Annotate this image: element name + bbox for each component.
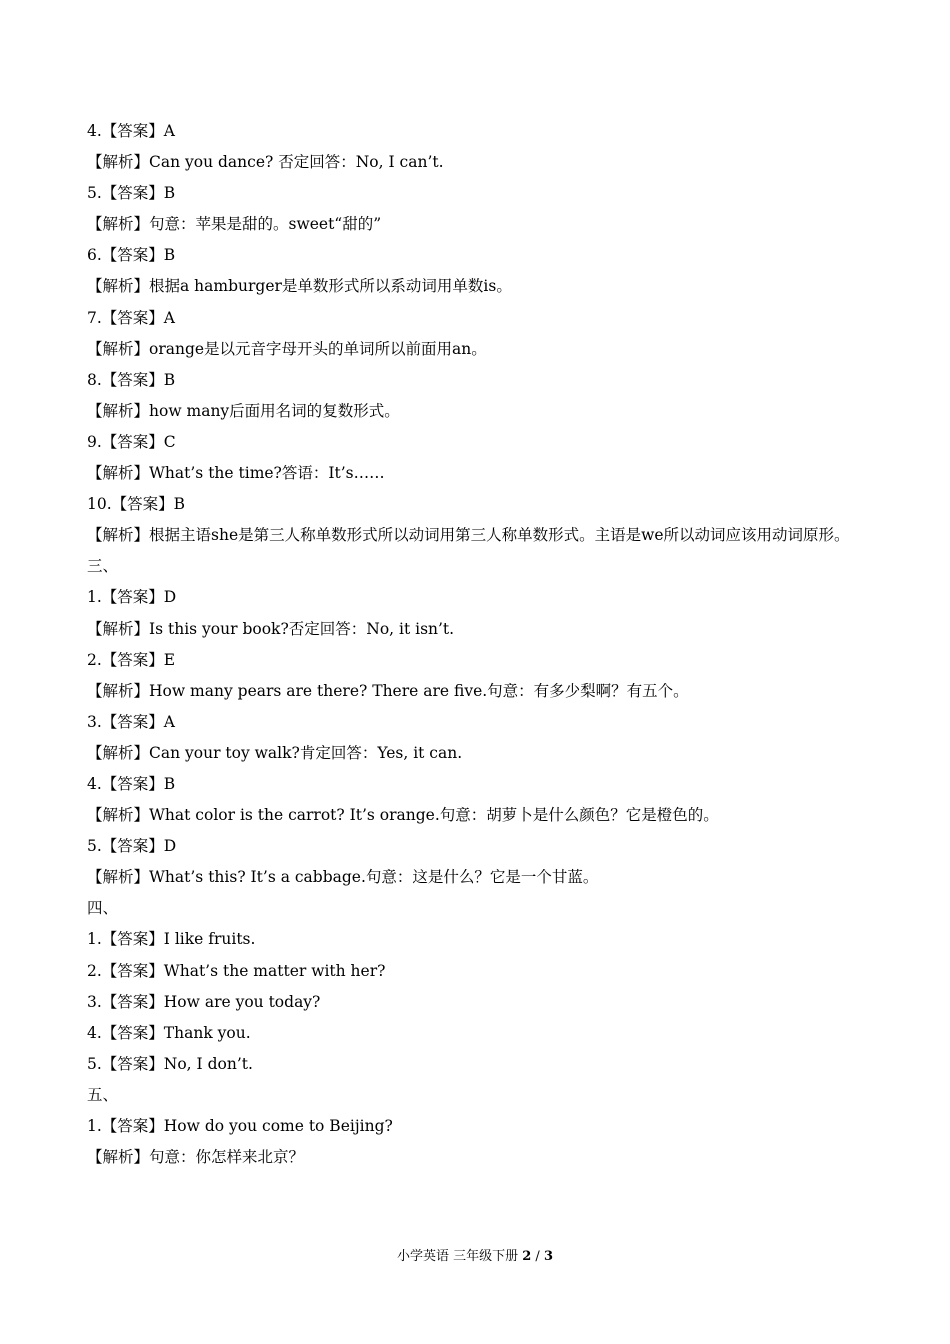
footer-separator: / — [531, 1249, 544, 1264]
explanation-line: 【解析】根据主语she是第三人称单数形式所以动词用第三人称单数形式。主语是we所以动词应该用动词原形。 — [87, 526, 850, 545]
answer-line: 1.【答案】How do you come to Beijing? — [87, 1117, 393, 1135]
answer-line: 4.【答案】B — [87, 774, 176, 793]
footer-page-total: 3 — [543, 1249, 553, 1264]
answer-line: 10.【答案】B — [87, 495, 186, 514]
answer-line: 2.【答案】What’s the matter with her? — [87, 961, 386, 980]
answer-line: 3.【答案】How are you today? — [87, 992, 321, 1011]
answer-line: 1.【答案】D — [87, 588, 177, 607]
answer-line: 1.【答案】I like fruits. — [87, 930, 256, 949]
answer-line: 5.【答案】B — [87, 184, 176, 203]
answer-line: 6.【答案】B — [87, 246, 176, 265]
explanation-line: 【解析】How many pears are there? There are five.句意：有多少梨啊？有五个。 — [87, 681, 689, 700]
section-heading: 三、 — [87, 557, 119, 576]
explanation-line: 【解析】Can your toy walk?肯定回答：Yes, it can. — [87, 743, 463, 762]
answer-line: 4.【答案】A — [87, 122, 175, 140]
document-body — [87, 116, 877, 1173]
explanation-line: 【解析】Is this your book?否定回答：No, it isn’t. — [87, 619, 455, 638]
footer-page-number: 2 — [522, 1249, 532, 1264]
page-footer — [0, 1245, 950, 1264]
footer-subject: 小学英语 三年级下册 — [396, 1249, 523, 1264]
answer-line: 5.【答案】D — [87, 837, 177, 856]
section-heading: 五、 — [87, 1085, 119, 1104]
explanation-line: 【解析】句意：你怎样来北京？ — [87, 1148, 305, 1167]
explanation-line: 【解析】Can you dance? 否定回答：No, I can’t. — [87, 153, 444, 172]
answer-line: 2.【答案】E — [87, 650, 176, 669]
section-heading: 四、 — [87, 899, 119, 918]
answer-line: 5.【答案】No, I don’t. — [87, 1054, 253, 1073]
answer-line: 9.【答案】C — [87, 432, 176, 451]
explanation-line: 【解析】What color is the carrot? It’s orange.句意：胡萝卜是什么颜色？它是橙色的。 — [87, 806, 719, 825]
explanation-line: 【解析】how many后面用名词的复数形式。 — [87, 401, 400, 420]
answer-line: 3.【答案】A — [87, 712, 175, 731]
explanation-line: 【解析】What’s the time?答语：It’s…… — [87, 464, 385, 483]
answer-line: 4.【答案】Thank you. — [87, 1023, 251, 1042]
answer-line: 7.【答案】A — [87, 308, 175, 327]
explanation-line: 【解析】句意：苹果是甜的。sweet“甜的” — [87, 215, 382, 234]
explanation-line: 【解析】orange是以元音字母开头的单词所以前面用an。 — [87, 339, 487, 358]
explanation-line: 【解析】根据a hamburger是单数形式所以系动词用单数is。 — [87, 277, 512, 296]
answer-line: 8.【答案】B — [87, 370, 176, 389]
explanation-line: 【解析】What’s this? It’s a cabbage.句意：这是什么？它是一个甘蓝。 — [87, 868, 599, 887]
